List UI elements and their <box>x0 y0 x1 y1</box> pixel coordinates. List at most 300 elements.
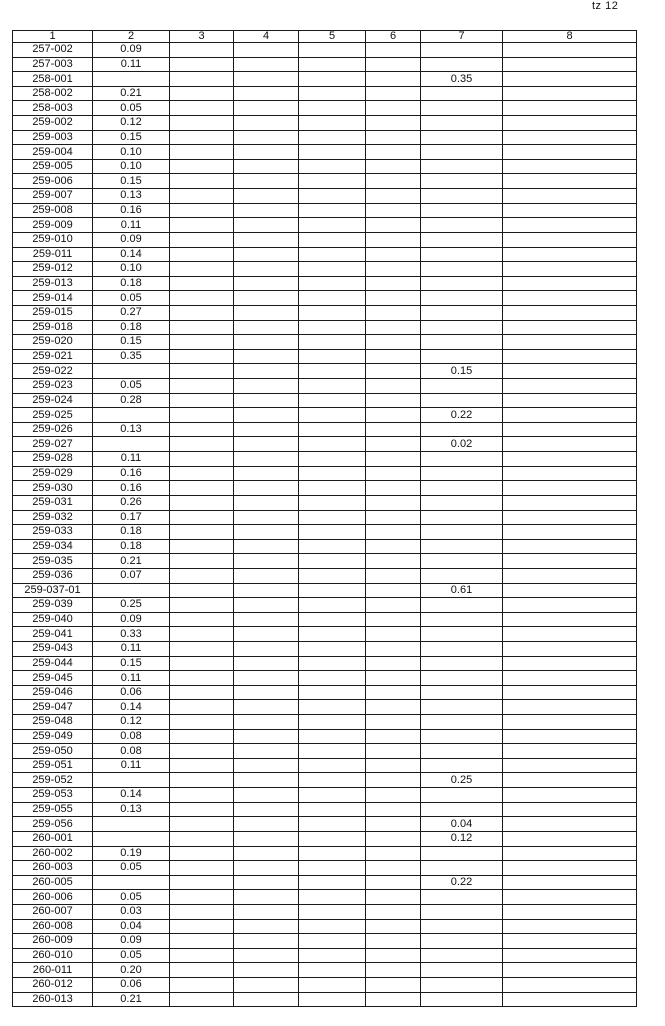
cell-col7-value <box>421 656 503 671</box>
header-row <box>13 31 637 43</box>
cell-col7-value <box>421 262 503 277</box>
cell-col7-value <box>421 379 503 394</box>
cell-col2-value: 0.16 <box>93 466 170 481</box>
cell-col2-value: 0.26 <box>93 495 170 510</box>
cell-empty <box>170 145 234 160</box>
cell-col7-value <box>421 320 503 335</box>
table-row <box>13 262 637 277</box>
cell-empty <box>234 437 299 452</box>
cell-id: 259-046 <box>13 685 93 700</box>
cell-empty <box>299 305 366 320</box>
cell-empty <box>299 408 366 423</box>
cell-empty <box>366 481 421 496</box>
cell-empty <box>503 656 637 671</box>
cell-col7-value <box>421 525 503 540</box>
cell-col7-value: 0.15 <box>421 364 503 379</box>
cell-id: 259-050 <box>13 744 93 759</box>
cell-empty <box>299 583 366 598</box>
cell-id: 259-014 <box>13 291 93 306</box>
cell-empty <box>366 408 421 423</box>
cell-empty <box>170 174 234 189</box>
cell-col7-value <box>421 203 503 218</box>
cell-id: 260-006 <box>13 890 93 905</box>
table-row <box>13 335 637 350</box>
cell-col7-value <box>421 57 503 72</box>
cell-empty <box>366 715 421 730</box>
table-row <box>13 802 637 817</box>
table-row <box>13 831 637 846</box>
cell-empty <box>366 671 421 686</box>
cell-col7-value <box>421 495 503 510</box>
cell-empty <box>170 875 234 890</box>
cell-id: 259-018 <box>13 320 93 335</box>
cell-col2-value: 0.12 <box>93 116 170 131</box>
cell-id: 260-003 <box>13 861 93 876</box>
cell-empty <box>299 875 366 890</box>
cell-empty <box>170 934 234 949</box>
cell-empty <box>503 57 637 72</box>
cell-empty <box>299 232 366 247</box>
table-row <box>13 598 637 613</box>
cell-col7-value <box>421 174 503 189</box>
cell-empty <box>234 408 299 423</box>
cell-col7-value <box>421 145 503 160</box>
cell-col2-value: 0.09 <box>93 232 170 247</box>
cell-col7-value <box>421 116 503 131</box>
table-row <box>13 525 637 540</box>
cell-col2-value: 0.09 <box>93 934 170 949</box>
cell-empty <box>299 758 366 773</box>
cell-empty <box>234 671 299 686</box>
cell-empty <box>170 802 234 817</box>
cell-col2-value: 0.04 <box>93 919 170 934</box>
cell-empty <box>170 773 234 788</box>
cell-empty <box>366 963 421 978</box>
table-row <box>13 773 637 788</box>
cell-empty <box>366 802 421 817</box>
cell-empty <box>366 978 421 993</box>
cell-empty <box>170 890 234 905</box>
cell-col2-value: 0.17 <box>93 510 170 525</box>
cell-col7-value <box>421 247 503 262</box>
cell-id: 259-030 <box>13 481 93 496</box>
cell-empty <box>170 671 234 686</box>
cell-col7-value <box>421 846 503 861</box>
cell-empty <box>234 174 299 189</box>
cell-col7-value: 0.02 <box>421 437 503 452</box>
cell-empty <box>299 57 366 72</box>
cell-empty <box>170 159 234 174</box>
cell-empty <box>366 276 421 291</box>
cell-empty <box>299 685 366 700</box>
cell-empty <box>234 963 299 978</box>
cell-empty <box>503 481 637 496</box>
cell-empty <box>366 145 421 160</box>
cell-empty <box>234 641 299 656</box>
table-row <box>13 349 637 364</box>
cell-empty <box>234 393 299 408</box>
cell-empty <box>299 349 366 364</box>
cell-col7-value <box>421 291 503 306</box>
table-row <box>13 481 637 496</box>
cell-col7-value <box>421 393 503 408</box>
table-row <box>13 218 637 233</box>
cell-col7-value <box>421 700 503 715</box>
cell-empty <box>170 437 234 452</box>
table-row <box>13 846 637 861</box>
cell-empty <box>170 247 234 262</box>
cell-empty <box>503 101 637 116</box>
cell-empty <box>366 568 421 583</box>
cell-col7-value: 0.25 <box>421 773 503 788</box>
cell-empty <box>366 846 421 861</box>
cell-empty <box>503 408 637 423</box>
cell-empty <box>503 437 637 452</box>
cell-empty <box>503 335 637 350</box>
cell-empty <box>170 408 234 423</box>
table-row <box>13 788 637 803</box>
cell-empty <box>299 627 366 642</box>
cell-id: 259-012 <box>13 262 93 277</box>
cell-col7-value: 0.22 <box>421 875 503 890</box>
cell-empty <box>234 715 299 730</box>
cell-empty <box>234 802 299 817</box>
table-row <box>13 232 637 247</box>
cell-empty <box>503 831 637 846</box>
cell-empty <box>170 715 234 730</box>
cell-col2-value: 0.27 <box>93 305 170 320</box>
cell-empty <box>234 495 299 510</box>
table-row <box>13 875 637 890</box>
cell-id: 259-033 <box>13 525 93 540</box>
cell-col7-value <box>421 919 503 934</box>
cell-empty <box>366 393 421 408</box>
cell-empty <box>170 539 234 554</box>
cell-col2-value: 0.10 <box>93 145 170 160</box>
cell-empty <box>234 948 299 963</box>
cell-empty <box>170 861 234 876</box>
cell-empty <box>503 598 637 613</box>
cell-empty <box>503 671 637 686</box>
table-row <box>13 305 637 320</box>
cell-empty <box>503 43 637 58</box>
table-row <box>13 948 637 963</box>
cell-empty <box>503 904 637 919</box>
cell-empty <box>234 364 299 379</box>
cell-col7-value <box>421 598 503 613</box>
cell-empty <box>366 495 421 510</box>
cell-empty <box>503 583 637 598</box>
cell-empty <box>366 598 421 613</box>
cell-empty <box>170 422 234 437</box>
cell-empty <box>170 276 234 291</box>
cell-empty <box>366 861 421 876</box>
table-row <box>13 612 637 627</box>
cell-empty <box>170 232 234 247</box>
cell-empty <box>234 116 299 131</box>
cell-id: 259-034 <box>13 539 93 554</box>
cell-empty <box>503 422 637 437</box>
cell-id: 259-009 <box>13 218 93 233</box>
cell-empty <box>503 612 637 627</box>
cell-col2-value: 0.05 <box>93 379 170 394</box>
cell-col7-value <box>421 788 503 803</box>
cell-empty <box>299 262 366 277</box>
cell-empty <box>234 861 299 876</box>
cell-col2-value <box>93 583 170 598</box>
cell-col7-value <box>421 904 503 919</box>
table-row <box>13 627 637 642</box>
table-row <box>13 495 637 510</box>
cell-col2-value: 0.08 <box>93 729 170 744</box>
col-header-3: 3 <box>170 31 234 43</box>
cell-empty <box>170 612 234 627</box>
cell-empty <box>234 583 299 598</box>
cell-empty <box>299 466 366 481</box>
cell-col2-value: 0.05 <box>93 291 170 306</box>
cell-id: 259-010 <box>13 232 93 247</box>
table-row <box>13 583 637 598</box>
cell-empty <box>299 831 366 846</box>
cell-col7-value <box>421 305 503 320</box>
cell-empty <box>234 86 299 101</box>
cell-empty <box>366 101 421 116</box>
cell-col2-value: 0.03 <box>93 904 170 919</box>
cell-col7-value <box>421 948 503 963</box>
cell-empty <box>299 817 366 832</box>
cell-col7-value <box>421 466 503 481</box>
cell-empty <box>366 656 421 671</box>
cell-col7-value <box>421 685 503 700</box>
cell-empty <box>234 934 299 949</box>
cell-empty <box>503 218 637 233</box>
table-row <box>13 641 637 656</box>
cell-col2-value <box>93 875 170 890</box>
cell-empty <box>503 393 637 408</box>
cell-col2-value: 0.05 <box>93 101 170 116</box>
cell-col2-value: 0.10 <box>93 262 170 277</box>
cell-empty <box>234 817 299 832</box>
cell-col7-value <box>421 232 503 247</box>
cell-empty <box>503 276 637 291</box>
cell-empty <box>366 627 421 642</box>
cell-col2-value: 0.14 <box>93 247 170 262</box>
cell-col7-value <box>421 861 503 876</box>
table-row <box>13 978 637 993</box>
cell-empty <box>170 57 234 72</box>
cell-empty <box>170 758 234 773</box>
cell-empty <box>170 116 234 131</box>
cell-empty <box>170 262 234 277</box>
cell-empty <box>366 758 421 773</box>
cell-empty <box>234 568 299 583</box>
table-row <box>13 700 637 715</box>
cell-empty <box>234 320 299 335</box>
cell-empty <box>170 218 234 233</box>
cell-empty <box>299 846 366 861</box>
cell-id: 259-041 <box>13 627 93 642</box>
cell-empty <box>366 291 421 306</box>
table-row <box>13 189 637 204</box>
cell-col7-value <box>421 43 503 58</box>
cell-id: 259-043 <box>13 641 93 656</box>
cell-id: 259-048 <box>13 715 93 730</box>
cell-empty <box>299 700 366 715</box>
cell-empty <box>503 262 637 277</box>
cell-empty <box>299 612 366 627</box>
cell-empty <box>170 452 234 467</box>
cell-col7-value <box>421 568 503 583</box>
cell-empty <box>234 72 299 87</box>
cell-empty <box>366 86 421 101</box>
cell-empty <box>366 437 421 452</box>
table-row <box>13 437 637 452</box>
cell-id: 259-028 <box>13 452 93 467</box>
cell-empty <box>503 890 637 905</box>
cell-empty <box>366 57 421 72</box>
cell-col7-value: 0.12 <box>421 831 503 846</box>
cell-empty <box>366 744 421 759</box>
cell-col2-value: 0.18 <box>93 539 170 554</box>
cell-empty <box>299 656 366 671</box>
cell-empty <box>366 612 421 627</box>
cell-id: 260-007 <box>13 904 93 919</box>
table-row <box>13 671 637 686</box>
cell-empty <box>299 379 366 394</box>
cell-col7-value: 0.22 <box>421 408 503 423</box>
cell-empty <box>366 831 421 846</box>
cell-empty <box>170 627 234 642</box>
cell-empty <box>503 568 637 583</box>
cell-empty <box>366 379 421 394</box>
cell-col2-value: 0.07 <box>93 568 170 583</box>
cell-empty <box>170 349 234 364</box>
cell-empty <box>170 510 234 525</box>
cell-empty <box>503 554 637 569</box>
cell-empty <box>503 466 637 481</box>
cell-empty <box>299 495 366 510</box>
cell-empty <box>366 904 421 919</box>
cell-empty <box>503 817 637 832</box>
cell-col2-value: 0.18 <box>93 525 170 540</box>
cell-empty <box>234 904 299 919</box>
cell-empty <box>234 422 299 437</box>
cell-empty <box>503 349 637 364</box>
data-table <box>12 30 637 1007</box>
cell-col7-value <box>421 335 503 350</box>
cell-empty <box>299 174 366 189</box>
table-body <box>13 43 637 1007</box>
cell-empty <box>170 393 234 408</box>
cell-col2-value: 0.15 <box>93 656 170 671</box>
cell-empty <box>299 510 366 525</box>
table-row <box>13 685 637 700</box>
cell-id: 260-001 <box>13 831 93 846</box>
cell-id: 260-010 <box>13 948 93 963</box>
cell-id: 260-012 <box>13 978 93 993</box>
cell-empty <box>234 831 299 846</box>
cell-empty <box>503 525 637 540</box>
cell-col7-value: 0.04 <box>421 817 503 832</box>
cell-empty <box>366 116 421 131</box>
cell-empty <box>299 539 366 554</box>
cell-empty <box>234 43 299 58</box>
cell-id: 259-032 <box>13 510 93 525</box>
cell-col2-value: 0.20 <box>93 963 170 978</box>
table-row <box>13 992 637 1007</box>
col-header-6: 6 <box>366 31 421 43</box>
cell-col2-value: 0.18 <box>93 320 170 335</box>
cell-empty <box>170 583 234 598</box>
cell-col2-value: 0.18 <box>93 276 170 291</box>
cell-col2-value: 0.09 <box>93 612 170 627</box>
cell-id: 259-031 <box>13 495 93 510</box>
cell-id: 260-005 <box>13 875 93 890</box>
cell-id: 259-056 <box>13 817 93 832</box>
cell-empty <box>503 145 637 160</box>
cell-id: 260-002 <box>13 846 93 861</box>
cell-col7-value <box>421 86 503 101</box>
cell-empty <box>503 203 637 218</box>
cell-empty <box>234 539 299 554</box>
cell-empty <box>503 320 637 335</box>
cell-empty <box>366 773 421 788</box>
cell-id: 259-055 <box>13 802 93 817</box>
cell-empty <box>366 43 421 58</box>
cell-empty <box>170 291 234 306</box>
cell-id: 259-024 <box>13 393 93 408</box>
cell-empty <box>503 934 637 949</box>
cell-empty <box>234 203 299 218</box>
cell-col7-value <box>421 218 503 233</box>
cell-id: 259-026 <box>13 422 93 437</box>
cell-empty <box>234 729 299 744</box>
cell-empty <box>170 641 234 656</box>
cell-empty <box>503 510 637 525</box>
cell-empty <box>299 335 366 350</box>
cell-empty <box>366 320 421 335</box>
cell-empty <box>299 320 366 335</box>
cell-id: 259-006 <box>13 174 93 189</box>
cell-col2-value: 0.09 <box>93 43 170 58</box>
cell-empty <box>299 715 366 730</box>
cell-empty <box>170 744 234 759</box>
cell-col2-value: 0.11 <box>93 218 170 233</box>
cell-col7-value <box>421 744 503 759</box>
cell-empty <box>503 715 637 730</box>
cell-col2-value: 0.06 <box>93 685 170 700</box>
cell-empty <box>299 101 366 116</box>
table-row <box>13 57 637 72</box>
table-row <box>13 86 637 101</box>
table-row <box>13 934 637 949</box>
cell-empty <box>234 130 299 145</box>
col-header-4: 4 <box>234 31 299 43</box>
cell-col2-value: 0.33 <box>93 627 170 642</box>
cell-empty <box>170 919 234 934</box>
cell-empty <box>234 466 299 481</box>
cell-empty <box>366 247 421 262</box>
cell-col2-value: 0.13 <box>93 802 170 817</box>
cell-empty <box>234 890 299 905</box>
cell-empty <box>503 685 637 700</box>
table-row <box>13 554 637 569</box>
table-row <box>13 817 637 832</box>
cell-col2-value: 0.15 <box>93 130 170 145</box>
cell-empty <box>366 159 421 174</box>
cell-col2-value <box>93 831 170 846</box>
cell-id: 257-002 <box>13 43 93 58</box>
